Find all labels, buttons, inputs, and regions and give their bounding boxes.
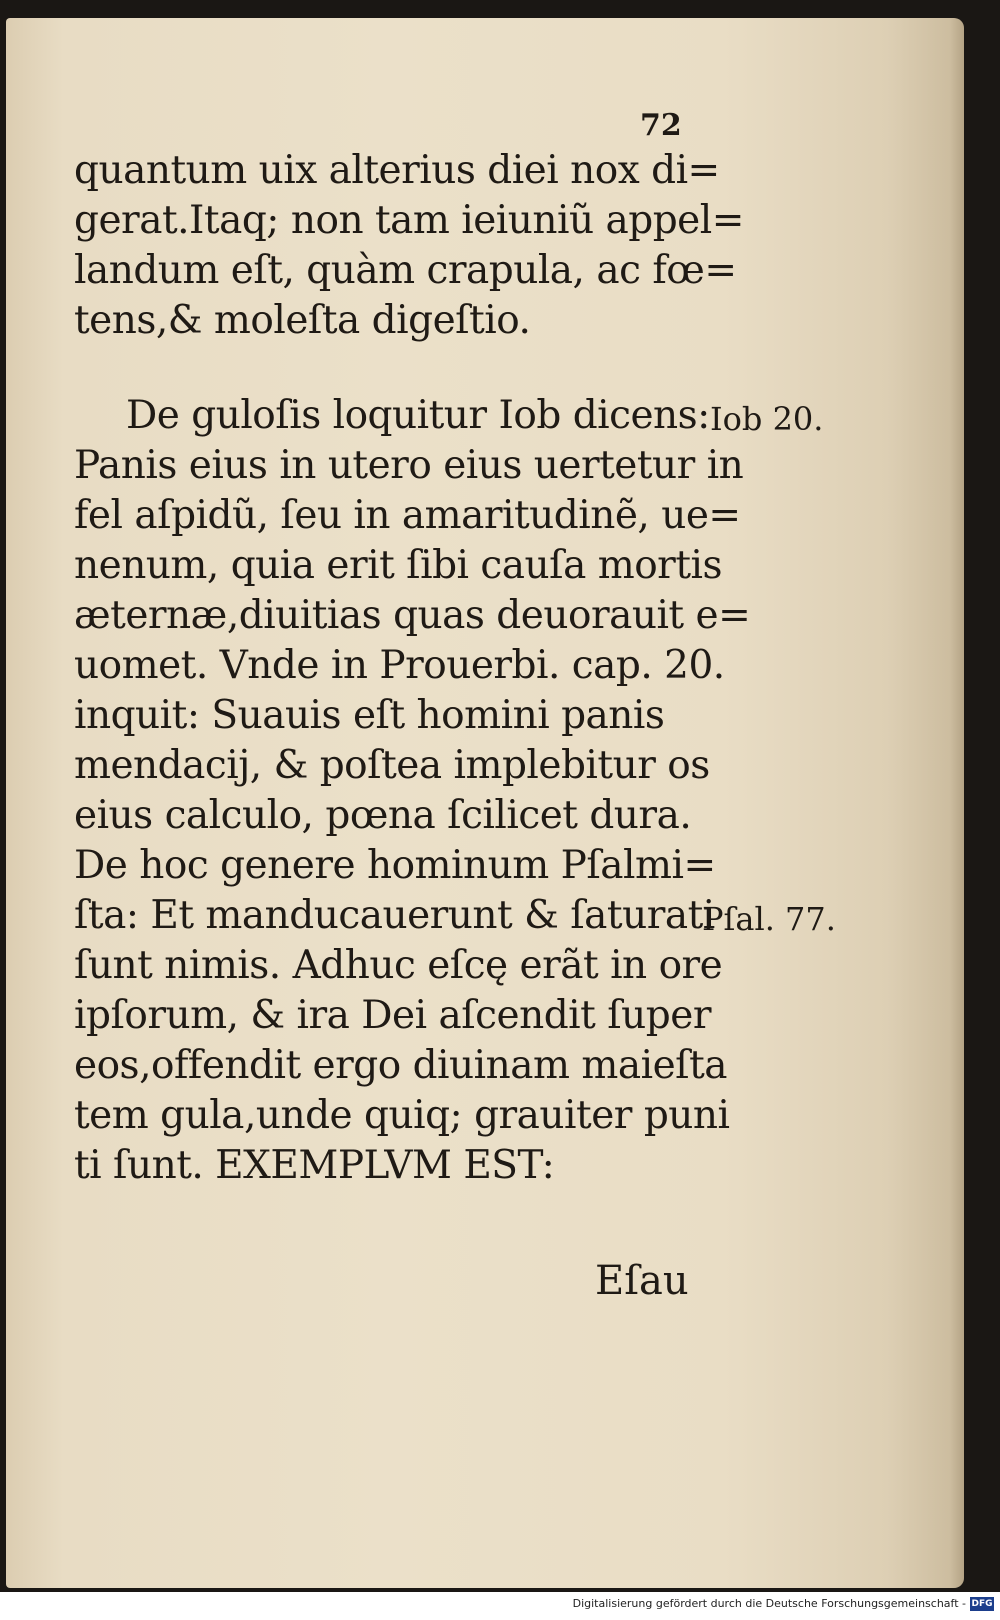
text-line: landum eſt, quàm crapula, ac fœ=: [74, 248, 737, 293]
text-line: æternæ,diuitias quas deuorauit e=: [74, 593, 751, 638]
text-line: ſta: Et manducauerunt & ſaturati: [74, 893, 715, 938]
footer-bar: [0, 1592, 1000, 1620]
text-line: ſunt nimis. Adhuc eſcę erãt in ore: [74, 943, 723, 988]
catchword: Eſau: [595, 1258, 689, 1304]
marginal-note: Iob 20.: [710, 400, 824, 438]
text-line: tem gula,unde quiq; grauiter puni: [74, 1093, 730, 1138]
dfg-logo-icon: DFG: [971, 1599, 993, 1609]
page-number: 72: [640, 108, 682, 143]
text-line: De hoc genere hominum Pſalmi=: [74, 843, 716, 888]
text-line: gerat.Itaq; non tam ieiuniũ appel=: [74, 198, 744, 243]
marginal-note: Pſal. 77.: [702, 900, 836, 938]
text-line: uomet. Vnde in Prouerbi. cap. 20.: [74, 643, 725, 688]
text-line: De guloſis loquitur Iob dicens:: [126, 393, 710, 438]
text-line: eius calculo, pœna ſcilicet dura.: [74, 793, 692, 838]
text-line: ipſorum, & ira Dei aſcendit ſuper: [74, 993, 711, 1038]
text-line: eos,offendit ergo diuinam maieſta: [74, 1043, 728, 1088]
text-line: inquit: Suauis eſt homini panis: [74, 693, 665, 738]
text-line: mendacij, & poſtea implebitur os: [74, 743, 710, 788]
text-line: ti ſunt. EXEMPLVM EST:: [74, 1143, 555, 1188]
text-line: nenum, quia erit ſibi cauſa mortis: [74, 543, 722, 588]
text-line: Panis eius in utero eius uertetur in: [74, 443, 744, 488]
text-line: fel aſpidũ, ſeu in amaritudinẽ, ue=: [74, 493, 741, 538]
page-edge: [950, 18, 964, 1588]
text-line: tens,& moleſta digeſtio.: [74, 298, 531, 343]
funding-credit: Digitalisierung gefördert durch die Deutsche Forschungsgemeinschaft -: [572, 1597, 966, 1610]
text-line: quantum uix alterius diei nox di=: [74, 148, 720, 193]
